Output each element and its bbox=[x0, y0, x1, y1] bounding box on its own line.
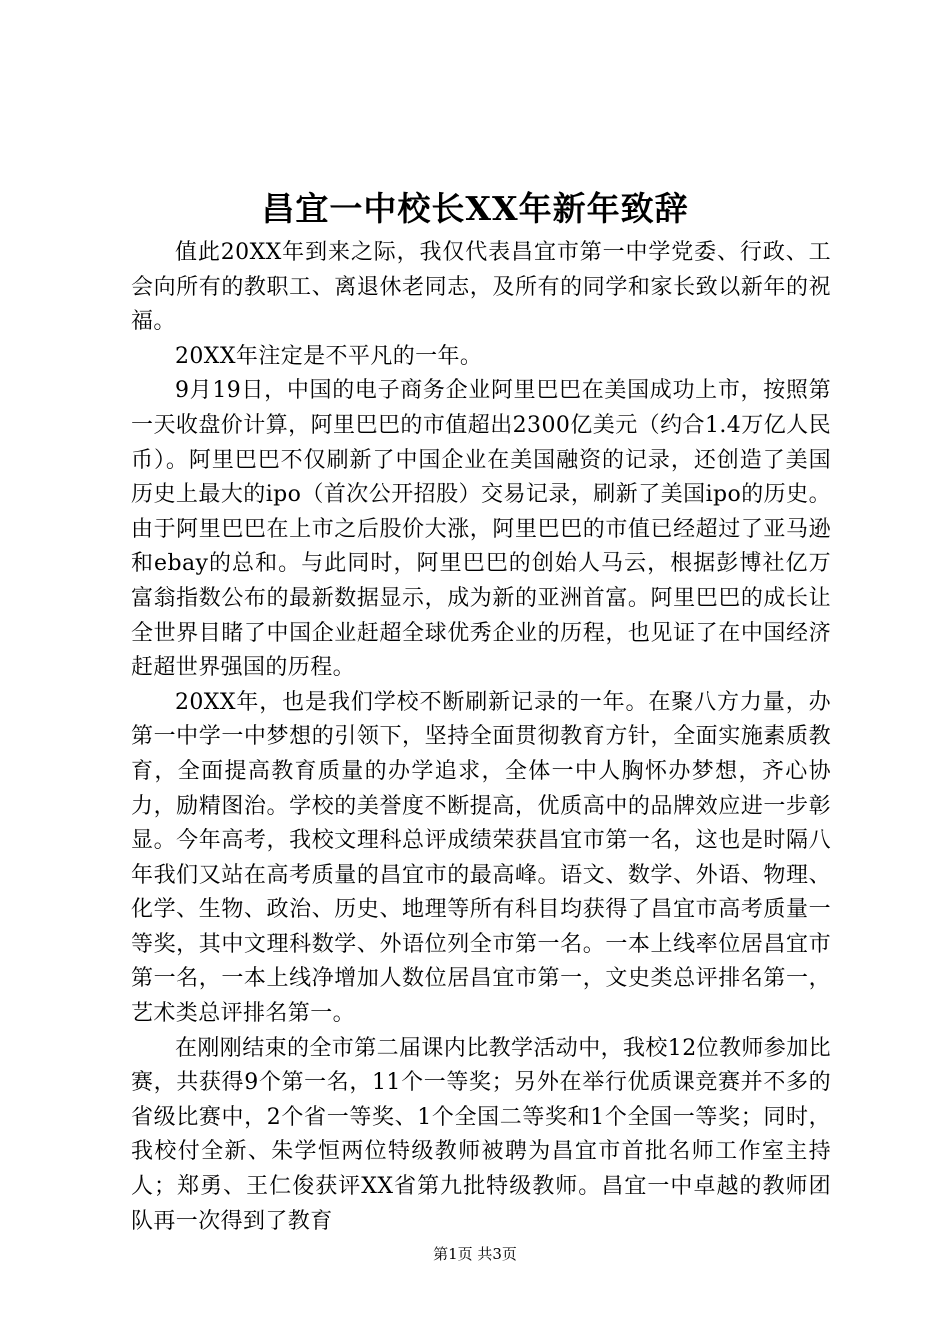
paragraph-school-records: 20XX年，也是我们学校不断刷新记录的一年。在聚八方力量，办第一中学一中梦想的引领下，坚持全面贯彻教育方针，全面实施素质教育，全面提高教育质量的办学追求，全体一中人胸怀办梦想，齐心协力，励精图治。学校的美誉度不断提高，优质高中的品牌效应进一步彰显。今年高考，我校文理科总评成绩荣获昌宜市第一名，这也是时隔八年我们又站在高考质量的昌宜市的最高峰。语文、数学、外语、物理、化学、生物、政治、历史、地理等所有科目均获得了昌宜市高考质量一等奖，其中文理科数学、外语位列全市第一名。一本上线率位居昌宜市第一名，一本上线净增加人数位居昌宜市第一，文史类总评排名第一，艺术类总评排名第一。 bbox=[131, 689, 831, 1027]
paragraph-year-intro: 20XX年注定是不平凡的一年。 bbox=[175, 343, 483, 369]
paragraph-alibaba: 9月19日，中国的电子商务企业阿里巴巴在美国成功上市，按照第一天收盘价计算，阿里巴巴的市值超出2300亿美元（约合1.4万亿人民币）。阿里巴巴不仅刷新了中国企业在美国融资的记录，还创造了美国历史上最大的ipo（首次公开招股）交易记录，刷新了美国ipo的历史。由于阿里巴巴在上市之后股价大涨，阿里巴巴的市值已经超过了亚马逊和ebay的总和。与此同时，阿里巴巴的创始人马云，根据彭博社亿万富翁指数公布的最新数据显示，成为新的亚洲首富。阿里巴巴的成长让全世界目睹了中国企业赶超全球优秀企业的历程，也见证了在中国经济赶超世界强国的历程。 bbox=[131, 378, 831, 681]
paragraph-greeting: 值此20XX年到来之际，我仅代表昌宜市第一中学党委、行政、工会向所有的教职工、离退休老同志，及所有的同学和家长致以新年的祝福。 bbox=[131, 240, 831, 335]
paragraph-teaching-awards: 在刚刚结束的全市第二届课内比教学活动中，我校12位教师参加比赛，共获得9个第一名，11个一等奖；另外在举行优质课竞赛并不多的省级比赛中，2个省一等奖、1个全国二等奖和1个全国一等奖；同时，我校付全新、朱学恒两位特级教师被聘为昌宜市首批名师工作室主持人；郑勇、王仁俊获评XX省第九批特级教师。昌宜一中卓越的教师团队再一次得到了教育 bbox=[131, 1035, 831, 1234]
document-title: 昌宜一中校长XX年新年致辞 bbox=[261, 189, 689, 228]
page-footer: 第1页 共3页 bbox=[433, 1245, 517, 1263]
document-body bbox=[131, 236, 831, 1239]
